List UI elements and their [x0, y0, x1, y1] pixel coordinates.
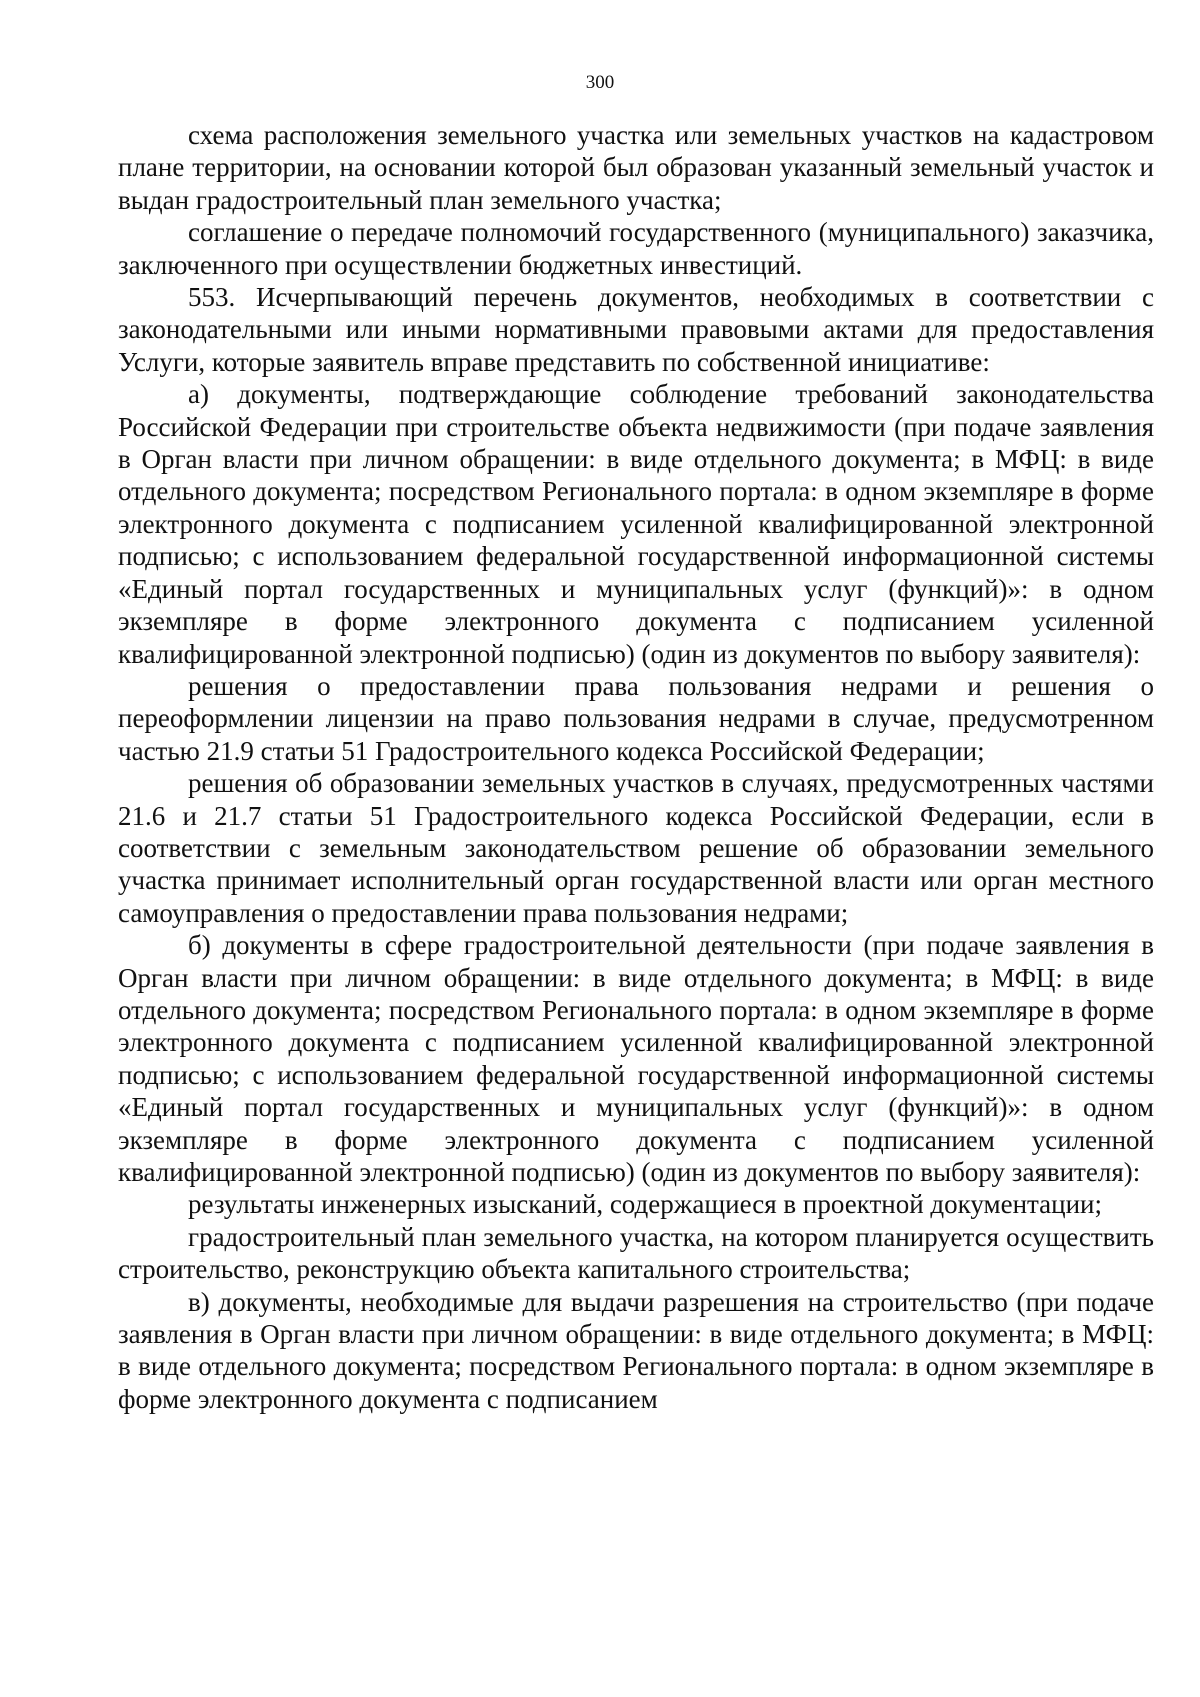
paragraph-land-formation-decisions: решения об образовании земельных участков в случаях, предусмотренных частями 21.6 и 21.7 статьи 51 Градостроительного кодекса Российской Федерации, если в соответствии с земельным законодательством решение об образовании земельного участка принимает исполнительный орган государственной власти или орган местного самоуправления о предоставлении права пользования недрами; — [118, 768, 1154, 928]
paragraph-item-v: в) документы, необходимые для выдачи разрешения на строительство (при подаче заявления в Орган власти при личном обращении: в виде отдельного документа; в МФЦ: в виде отдельного документа; посредством Регионального портала: в одном экземпляре в форме электронного документа с подписанием — [118, 1286, 1154, 1414]
paragraph-553: 553. Исчерпывающий перечень документов, необходимых в соответствии с законодательными или иными нормативными правовыми актами для предоставления Услуги, которые заявитель вправе представить по собственной инициативе: — [118, 282, 1154, 377]
paragraph-scheme: схема расположения земельного участка или земельных участков на кадастровом плане территории, на основании которой был образован указанный земельный участок и выдан градостроительный план земельного участка; — [118, 120, 1154, 215]
paragraph-item-a: а) документы, подтверждающие соблюдение требований законодательства Российской Федерации при строительстве объекта недвижимости (при подаче заявления в Орган власти при личном обращении: в виде отдельного документа; в МФЦ: в виде отдельного документа; посредством Регионального портала: в одном экземпляре в форме электронного документа с подписанием усиленной квалифицированной электронной подписью; с использованием федеральной государственной информационной системы «Единый портал государственных и муниципальных услуг (функций)»: в одном экземпляре в форме электронного документа с подписанием усиленной квалифицированной электронной подписью) (один из документов по выбору заявителя): — [118, 379, 1154, 669]
paragraph-engineering-surveys: результаты инженерных изысканий, содержащиеся в проектной документации; — [188, 1189, 1103, 1220]
paragraph-subsoil-decisions: решения о предоставлении права пользования недрами и решения о переоформлении лицензии на право пользования недрами в случае, предусмотренном частью 21.9 статьи 51 Градостроительного кодекса Российской Федерации; — [118, 670, 1154, 766]
document-body — [118, 119, 1154, 1415]
paragraph-item-b: б) документы в сфере градостроительной деятельности (при подаче заявления в Орган власти при личном обращении: в виде отдельного документа; в МФЦ: в виде отдельного документа; посредством Регионального портала: в одном экземпляре в форме электронного документа с подписанием усиленной квалифицированной электронной подписью; с использованием федеральной государственной информационной системы «Единый портал государственных и муниципальных услуг (функций)»: в одном экземпляре в форме электронного документа с подписанием усиленной квалифицированной электронной подписью) (один из документов по выбору заявителя): — [118, 930, 1154, 1187]
paragraph-town-planning-plan: градостроительный план земельного участка, на котором планируется осуществить строительство, реконструкцию объекта капитального строительства; — [118, 1221, 1154, 1285]
page-number: 300 — [585, 72, 615, 93]
paragraph-agreement: соглашение о передаче полномочий государственного (муниципального) заказчика, заключенного при осуществлении бюджетных инвестиций. — [118, 217, 1154, 280]
